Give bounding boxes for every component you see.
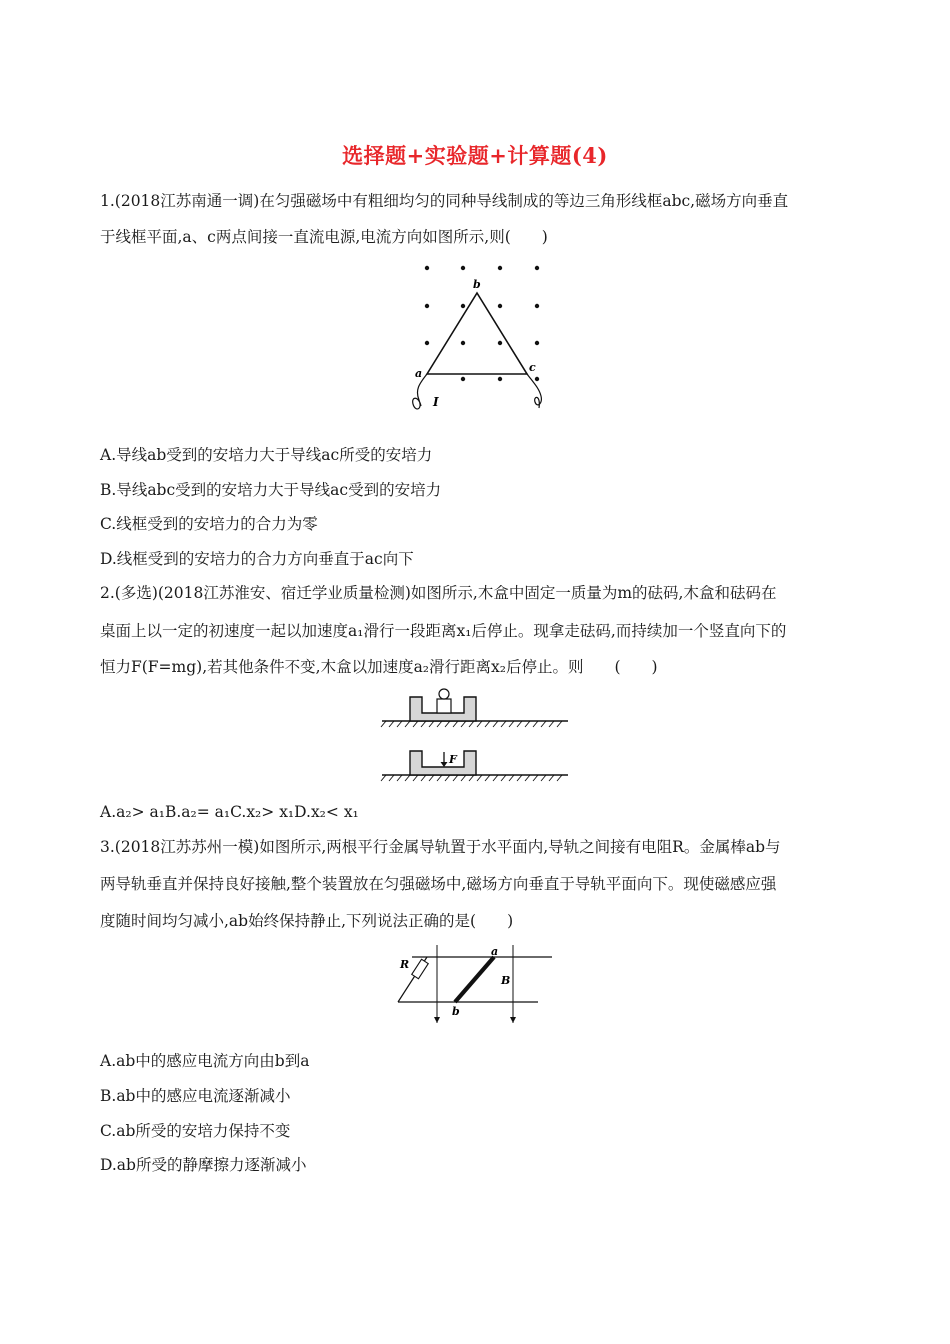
q3-label-b: b [452,1005,460,1018]
q2-stem-line3: 恒力F(F=mg),若其他条件不变,木盒以加速度a₂滑行距离x₂后停止。则 ( ) [100,658,658,676]
q1-option-c: C.线框受到的安培力的合力为零 [100,515,318,533]
q3-label-B: B [501,974,511,987]
q1-stem-line1: 1.(2018江苏南通一调)在匀强磁场中有粗细均匀的同种导线制成的等边三角形线框abc,磁场方向垂直 [100,192,789,210]
q3-stem-line2: 两导轨垂直并保持良好接触,整个装置放在匀强磁场中,磁场方向垂直于导轨平面向下。现使磁感应强 [100,875,777,893]
q3-option-a: A.ab中的感应电流方向由b到a [100,1052,310,1070]
q2-label-F: F [449,753,457,766]
q2-stem-line1: 2.(多选)(2018江苏淮安、宿迁学业质量检测)如图所示,木盒中固定一质量为m的砝码,木盒和砝码在 [100,584,777,602]
q3-stem-line1: 3.(2018江苏苏州一模)如图所示,两根平行金属导轨置于水平面内,导轨之间接有电阻R。金属棒ab与 [100,838,781,856]
q3-label-R: R [400,958,410,971]
q1-label-c: c [529,361,536,374]
q3-option-c: C.ab所受的安培力保持不变 [100,1122,291,1140]
q3-option-b: B.ab中的感应电流逐渐减小 [100,1087,291,1105]
q2-stem-line2: 桌面上以一定的初速度一起以加速度a₁滑行一段距离x₁后停止。现拿走砝码,而持续加一个竖直向下的 [100,622,787,640]
q3-rail-figure [380,945,560,1025]
q2-options: A.a₂> a₁B.a₂= a₁C.x₂> x₁D.x₂< x₁ [100,803,359,821]
q1-label-b: b [473,278,481,291]
q1-option-b: B.导线abc受到的安培力大于导线ac受到的安培力 [100,481,442,499]
q3-option-d: D.ab所受的静摩擦力逐渐减小 [100,1156,307,1174]
q1-stem-line2: 于线框平面,a、c两点间接一直流电源,电流方向如图所示,则( ) [100,228,548,246]
q3-label-a: a [491,945,499,958]
q1-option-d: D.线框受到的安培力的合力方向垂直于ac向下 [100,550,414,568]
q1-label-I: I [433,395,439,409]
q2-box-figure [380,685,570,785]
q1-triangle-figure [405,260,555,420]
q3-stem-line3: 度随时间均匀减小,ab始终保持静止,下列说法正确的是( ) [100,912,514,930]
q1-label-a: a [415,367,423,380]
q1-option-a: A.导线ab受到的安培力大于导线ac所受的安培力 [100,446,433,464]
page-title: 选择题+实验题+计算题(4) [342,143,608,168]
